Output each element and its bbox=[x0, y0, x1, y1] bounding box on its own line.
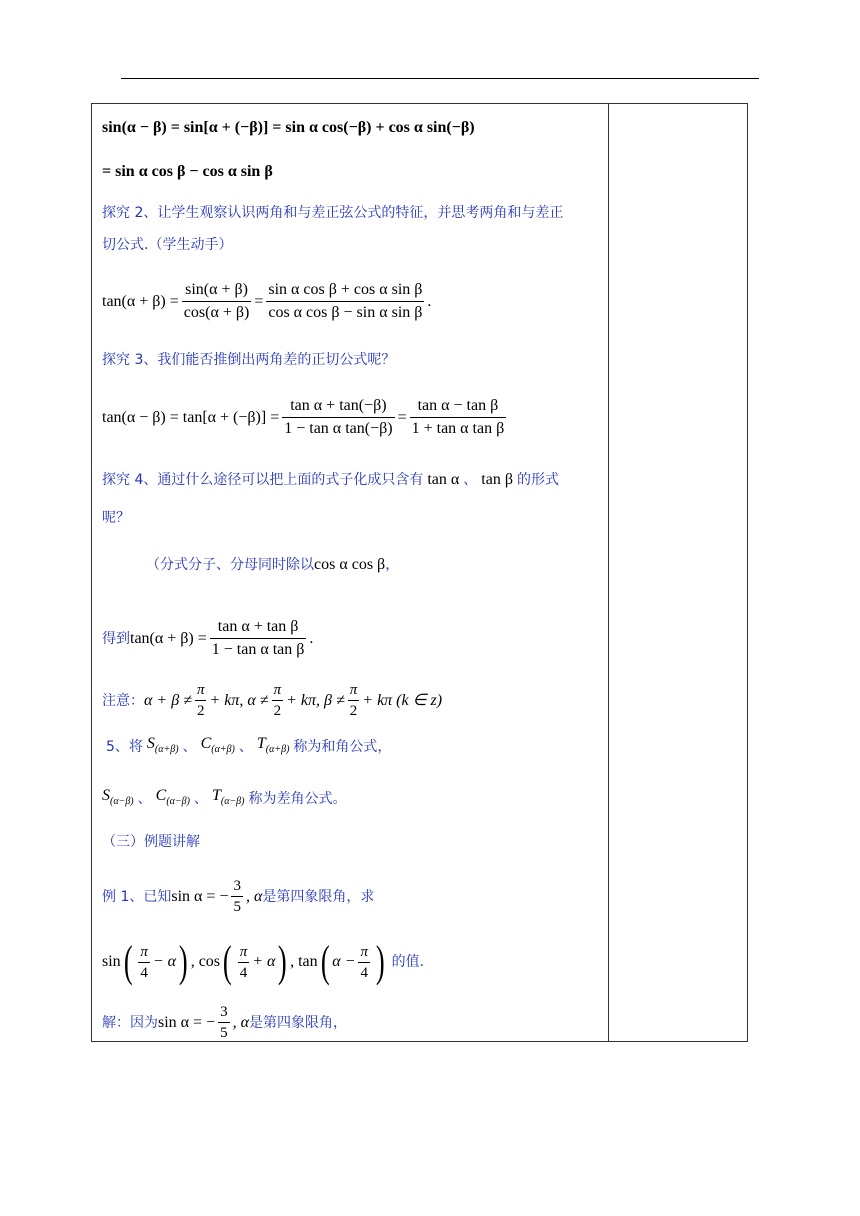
divide-note bbox=[146, 555, 399, 575]
pi-over-2 bbox=[195, 681, 207, 720]
subscript: (α−β) bbox=[110, 796, 134, 807]
numerator: 3 bbox=[233, 878, 241, 894]
numerator: tan α − tan β bbox=[417, 397, 499, 414]
formula-sin-diff-2 bbox=[102, 162, 273, 182]
separator: 、 bbox=[193, 791, 208, 807]
denominator: 1 + tan α tan β bbox=[410, 417, 507, 439]
pi-over-2 bbox=[348, 681, 360, 720]
denominator: 2 bbox=[348, 700, 360, 720]
explore3-text: 探究 3、我们能否推倒出两角差的正切公式呢？ bbox=[102, 352, 396, 368]
sin-alpha-eq: sin α = − bbox=[171, 887, 229, 905]
tan-fn: , tan bbox=[290, 953, 318, 970]
item5-prefix: 5、将 bbox=[106, 739, 143, 755]
plus-alpha: + α bbox=[252, 953, 276, 970]
separator: 、 bbox=[238, 739, 253, 755]
denominator: 4 bbox=[138, 962, 150, 982]
formula-sin-diff-1 bbox=[102, 118, 475, 138]
subscript: (α+β) bbox=[154, 744, 179, 755]
section3-text: （三）例题讲解 bbox=[102, 834, 200, 850]
note-part: + kπ (k ∈ z) bbox=[362, 691, 443, 709]
pi-over-2 bbox=[272, 681, 284, 720]
denominator: 4 bbox=[358, 962, 370, 982]
divide-text: （分式分子、分母同时除以 bbox=[146, 557, 314, 573]
subscript: (α−β) bbox=[166, 796, 190, 807]
sin-fn: sin bbox=[102, 953, 121, 970]
period: . bbox=[309, 629, 314, 647]
tan-diff-fraction-2 bbox=[410, 396, 507, 439]
tan-sum-formula bbox=[102, 280, 431, 323]
note-line bbox=[102, 681, 442, 720]
section3-heading bbox=[102, 832, 200, 852]
T-symbol: T bbox=[211, 787, 221, 804]
got-label: 得到 bbox=[102, 630, 130, 647]
note-part: + kπ, β ≠ bbox=[286, 691, 345, 709]
example1-question: sin ( $\frac{\pi}{4}$ − α ) , cos ( $\frac{\pi}{4}$ + α ) , tan ( α − $\frac{\pi}{4}$ ) 的值. bbox=[102, 937, 425, 986]
note-part: α + β ≠ bbox=[144, 691, 192, 709]
separator: 、 bbox=[182, 739, 197, 755]
period: . bbox=[427, 292, 432, 310]
got-formula bbox=[102, 617, 313, 660]
explore4-text: 的形式 bbox=[516, 472, 559, 488]
subscript: (α+β) bbox=[211, 744, 235, 755]
denominator: 1 − tan α tan(−β) bbox=[282, 417, 394, 439]
item5-diff bbox=[102, 786, 347, 812]
explore2-text: 探究 2、让学生观察认识两角和与差正弦公式的特征，并思考两角和与差正 bbox=[102, 205, 564, 221]
numerator: π bbox=[349, 682, 358, 698]
numerator: π bbox=[360, 943, 368, 960]
pi-over-4 bbox=[138, 943, 150, 982]
got-lhs: tan(α + β) = bbox=[130, 629, 207, 647]
notes-cell bbox=[609, 104, 747, 1041]
three-fifths bbox=[231, 877, 243, 916]
numerator: sin α cos β + cos α sin β bbox=[268, 281, 423, 298]
denominator: 1 − tan α tan β bbox=[210, 638, 307, 660]
S-symbol: S bbox=[146, 735, 155, 752]
equals-sign: = bbox=[254, 292, 264, 310]
denominator: cos(α + β) bbox=[182, 301, 252, 323]
item5-diff-suffix: 称为差角公式。 bbox=[248, 791, 347, 807]
denominator: 5 bbox=[231, 896, 243, 916]
tan-sum-lhs: tan(α + β) = bbox=[102, 292, 179, 310]
numerator: tan α + tan β bbox=[217, 618, 299, 635]
explore2-line1 bbox=[102, 203, 563, 223]
formula-text: sin(α − β) = sin[α + (−β)] = sin α cos(−β) + cos α sin(−β) bbox=[102, 119, 475, 136]
sin-alpha-eq: sin α = − bbox=[158, 1013, 216, 1031]
denominator: 5 bbox=[218, 1022, 230, 1042]
divide-math: cos α cos β bbox=[314, 556, 386, 573]
C-symbol: C bbox=[200, 735, 212, 752]
explore2-text: 切公式.（学生动手） bbox=[102, 237, 233, 253]
equals-sign: = bbox=[397, 408, 407, 426]
explore4-line1 bbox=[102, 470, 559, 490]
example1-suffix: 是第四象限角，求 bbox=[262, 888, 375, 905]
item5-sum bbox=[106, 734, 391, 760]
explore2-line2 bbox=[102, 235, 232, 255]
note-label: 注意： bbox=[102, 692, 144, 709]
cos-fn: , cos bbox=[190, 953, 221, 970]
three-fifths bbox=[218, 1003, 230, 1042]
tan-sum-fraction-1 bbox=[182, 280, 252, 323]
denominator: 4 bbox=[238, 962, 250, 982]
C-symbol: C bbox=[155, 787, 167, 804]
separator: 、 bbox=[463, 472, 478, 488]
numerator: π bbox=[140, 943, 148, 960]
numerator: π bbox=[273, 682, 282, 698]
header-rule bbox=[121, 78, 759, 79]
separator: 、 bbox=[137, 791, 152, 807]
subscript: (α+β) bbox=[265, 744, 290, 755]
got-fraction bbox=[210, 617, 307, 660]
tan-diff-fraction-1 bbox=[282, 396, 394, 439]
example1-line1 bbox=[102, 877, 374, 916]
numerator: π bbox=[196, 682, 205, 698]
numerator: sin(α + β) bbox=[185, 281, 248, 298]
alpha: , α bbox=[245, 887, 263, 905]
alpha: , α bbox=[232, 1013, 250, 1031]
example1-prefix: 例 1、已知 bbox=[102, 888, 172, 905]
item5-suffix: 称为和角公式， bbox=[293, 739, 392, 755]
tan-diff-formula bbox=[102, 396, 509, 439]
explore4-text: 探究 4、通过什么途径可以把上面的式子化成只含有 bbox=[102, 472, 424, 488]
numerator: tan α + tan(−β) bbox=[290, 397, 387, 414]
tan-diff-lhs: tan(α − β) = tan[α + (−β)] = bbox=[102, 408, 280, 426]
formula-text: = sin α cos β − cos α sin β bbox=[102, 163, 273, 180]
numerator: 3 bbox=[220, 1004, 228, 1020]
alpha-minus: α − bbox=[332, 953, 356, 970]
solution-prefix: 解：因为 bbox=[102, 1014, 158, 1031]
denominator: 2 bbox=[272, 700, 284, 720]
question-suffix: 的值. bbox=[391, 954, 425, 970]
tan-sum-fraction-2 bbox=[266, 280, 424, 323]
tan-beta: tan β bbox=[481, 471, 513, 488]
denominator: cos α cos β − sin α sin β bbox=[266, 301, 424, 323]
solution-line1 bbox=[102, 1003, 347, 1042]
explore4-line2 bbox=[102, 508, 130, 528]
pi-over-4 bbox=[358, 943, 370, 982]
comma: ， bbox=[385, 557, 400, 573]
explore4-text: 呢？ bbox=[102, 510, 130, 526]
minus-alpha: − α bbox=[152, 953, 177, 970]
note-part: + kπ, α ≠ bbox=[209, 691, 269, 709]
pi-over-4 bbox=[238, 943, 250, 982]
T-symbol: T bbox=[256, 735, 266, 752]
numerator: π bbox=[239, 943, 248, 960]
tan-alpha: tan α bbox=[427, 471, 460, 488]
subscript: (α−β) bbox=[220, 796, 245, 807]
S-symbol: S bbox=[102, 787, 110, 804]
solution-suffix: 是第四象限角， bbox=[249, 1014, 348, 1031]
denominator: 2 bbox=[195, 700, 207, 720]
explore3 bbox=[102, 350, 395, 370]
